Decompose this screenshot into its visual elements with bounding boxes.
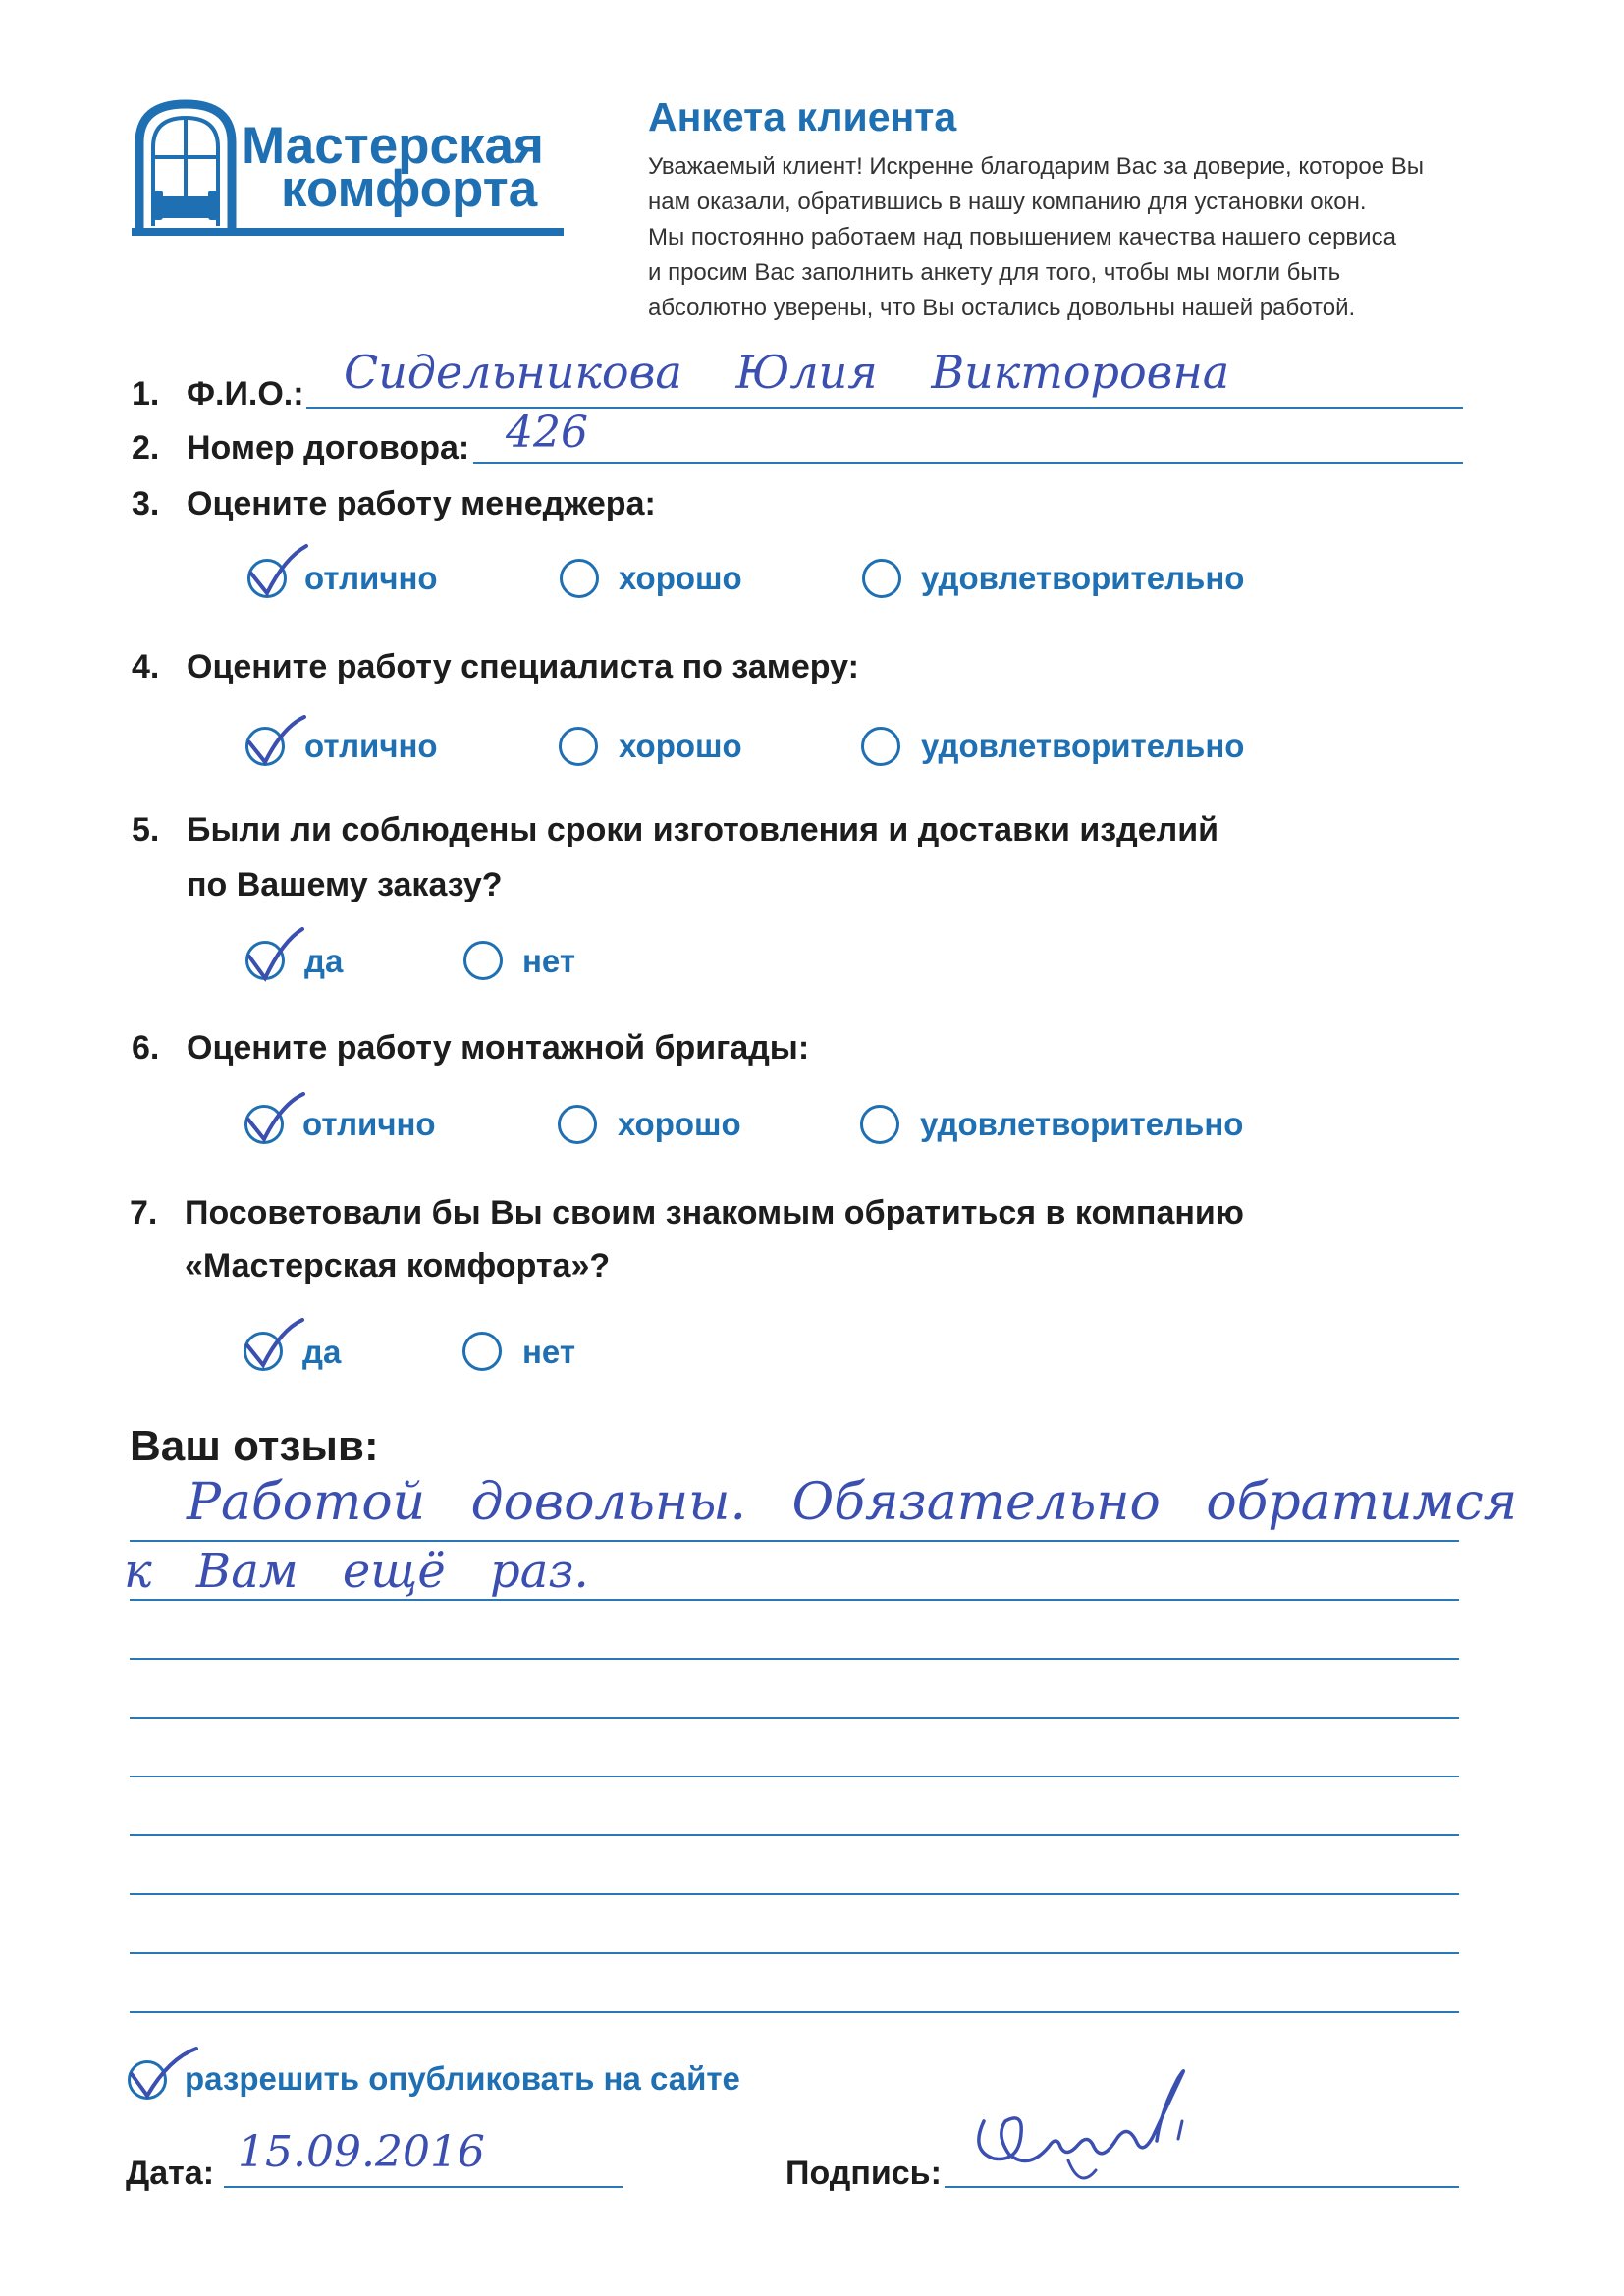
- q5-number: 5.: [132, 811, 160, 848]
- q3-option-good[interactable]: хорошо: [619, 560, 742, 596]
- intro-line: нам оказали, обратившись в нашу компанию для установки окон.: [648, 189, 1367, 215]
- q7-radio-no[interactable]: [462, 1332, 502, 1371]
- q1-fio-value[interactable]: Сидельникова Юлия Викторовна: [344, 346, 1230, 399]
- q7-number: 7.: [130, 1194, 158, 1231]
- q5-label-line-2: по Вашему заказу?: [187, 866, 503, 903]
- intro-text: [648, 149, 1492, 326]
- q3-radio-satisfactory[interactable]: [862, 559, 901, 598]
- checkmark-icon: [242, 1314, 310, 1373]
- checkmark-icon: [243, 1088, 311, 1147]
- q4-radio-satisfactory[interactable]: [861, 727, 900, 766]
- logo-line-1: Мастерская: [242, 117, 544, 175]
- intro-line: Уважаемый клиент! Искренне благодарим Вас за доверие, которое Вы: [648, 153, 1425, 180]
- review-line: [130, 1599, 1459, 1601]
- q7-label-line-2: «Мастерская комфорта»?: [185, 1247, 611, 1285]
- intro-line: и просим Вас заполнить анкету для того, чтобы мы могли быть: [648, 259, 1341, 286]
- q3-radio-good[interactable]: [560, 559, 599, 598]
- q5-label-line-1: Были ли соблюдены сроки изготовления и доставки изделий: [187, 811, 1219, 848]
- q4-option-good[interactable]: хорошо: [619, 728, 742, 764]
- q6-radio-satisfactory[interactable]: [860, 1105, 899, 1144]
- checkmark-icon: [244, 923, 312, 986]
- review-text-line-1[interactable]: Работой довольны. Обязательно обратимся: [187, 1473, 1518, 1532]
- review-line: [130, 1776, 1459, 1777]
- q2-number: 2.: [132, 429, 160, 466]
- q4-option-excellent[interactable]: отлично: [304, 728, 438, 764]
- review-line: [130, 1893, 1459, 1895]
- q2-underline: [473, 462, 1463, 464]
- review-line: [130, 2011, 1459, 2013]
- q6-number: 6.: [132, 1029, 160, 1066]
- review-line: [130, 1952, 1459, 1954]
- page-title: Анкета клиента: [648, 94, 957, 139]
- q3-option-excellent[interactable]: отлично: [304, 560, 438, 596]
- q6-option-satisfactory[interactable]: удовлетворительно: [920, 1106, 1244, 1142]
- review-line: [130, 1834, 1459, 1836]
- q1-label: Ф.И.О.:: [187, 375, 304, 412]
- signature-image[interactable]: [950, 2052, 1206, 2200]
- q3-label: Оцените работу менеджера:: [187, 485, 656, 522]
- checkmark-icon: [244, 711, 312, 770]
- q4-label: Оцените работу специалиста по замеру:: [187, 648, 859, 685]
- q4-number: 4.: [132, 648, 160, 685]
- review-line: [130, 1658, 1459, 1660]
- q7-label-line-1: Посоветовали бы Вы своим знакомым обратиться в компанию: [185, 1194, 1244, 1231]
- q5-option-no[interactable]: нет: [522, 943, 576, 979]
- q2-contract-value[interactable]: 426: [506, 408, 588, 458]
- logo-line-2: комфорта: [281, 160, 538, 218]
- q1-number: 1.: [132, 375, 160, 412]
- review-title: Ваш отзыв:: [130, 1422, 379, 1470]
- date-value[interactable]: 15.09.2016: [238, 2127, 485, 2177]
- review-line: [130, 1540, 1459, 1542]
- q6-option-excellent[interactable]: отлично: [302, 1106, 436, 1142]
- publish-label[interactable]: разрешить опубликовать на сайте: [185, 2060, 740, 2097]
- q5-option-yes[interactable]: да: [304, 943, 344, 979]
- q3-number: 3.: [132, 485, 160, 522]
- date-label: Дата:: [126, 2155, 215, 2192]
- signature-label: Подпись:: [785, 2155, 942, 2192]
- company-logo: [132, 98, 564, 246]
- q6-radio-good[interactable]: [558, 1105, 597, 1144]
- intro-line: абсолютно уверены, что Вы остались довольны нашей работой.: [648, 295, 1356, 321]
- q2-label: Номер договора:: [187, 429, 470, 466]
- q6-label: Оцените работу монтажной бригады:: [187, 1029, 810, 1066]
- q5-radio-no[interactable]: [463, 941, 503, 980]
- q3-option-satisfactory[interactable]: удовлетворительно: [921, 560, 1245, 596]
- review-text-line-2[interactable]: к Вам ещё раз.: [124, 1544, 589, 1599]
- q6-option-good[interactable]: хорошо: [618, 1106, 741, 1142]
- q4-radio-good[interactable]: [559, 727, 598, 766]
- date-underline: [224, 2186, 623, 2188]
- q1-underline: [306, 407, 1463, 409]
- intro-line: Мы постоянно работаем над повышением качества нашего сервиса: [648, 224, 1396, 250]
- q7-option-no[interactable]: нет: [522, 1334, 576, 1370]
- review-line: [130, 1717, 1459, 1719]
- q7-option-yes[interactable]: да: [302, 1334, 342, 1370]
- q4-option-satisfactory[interactable]: удовлетворительно: [921, 728, 1245, 764]
